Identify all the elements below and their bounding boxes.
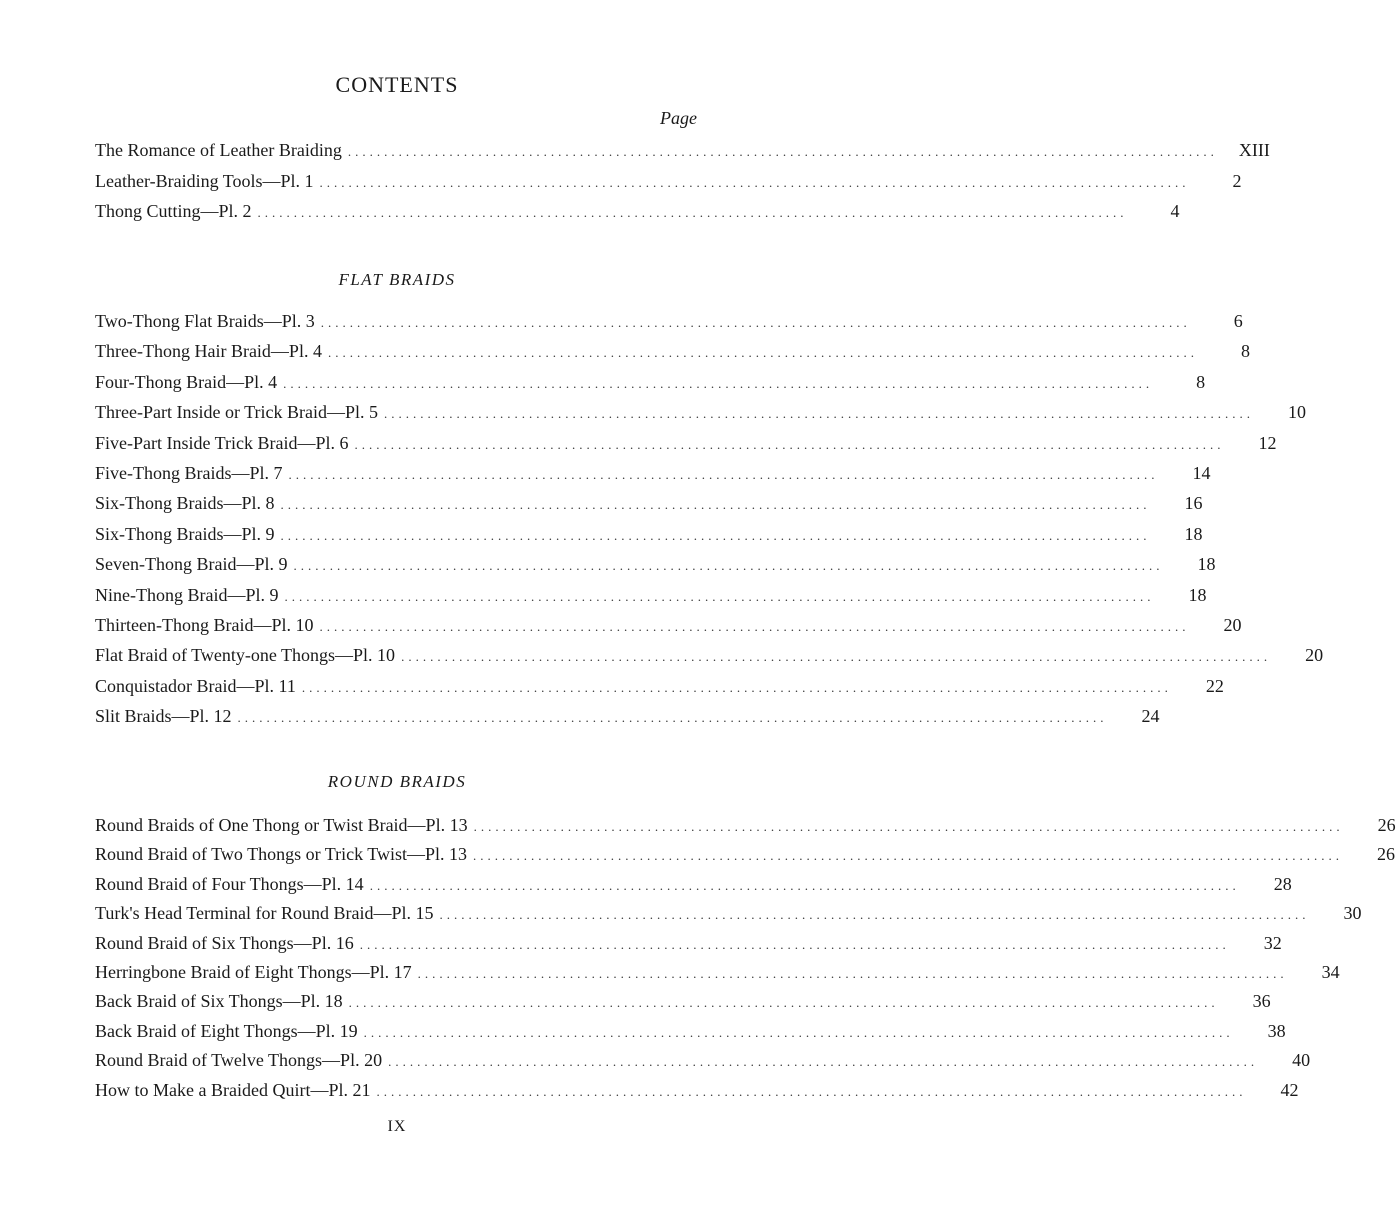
toc-entry-title: Round Braid of Four Thongs—Pl. 14	[95, 873, 364, 894]
toc-entry	[95, 338, 1250, 364]
toc-entry	[95, 642, 1324, 668]
dot-leader: ........................................................................................................................	[319, 174, 1190, 190]
toc-entry-title: Six-Thong Braids—Pl. 8	[95, 493, 275, 514]
toc-entry	[95, 1077, 1299, 1103]
dot-leader: ........................................................................................................................	[327, 345, 1198, 361]
dot-leader: ........................................................................................................................	[319, 619, 1190, 634]
toc-entry-page: 14	[1192, 463, 1211, 483]
dot-leader: ........................................................................................................................	[359, 936, 1230, 952]
toc-entry-title: Three-Part Inside or Trick Braid—Pl. 5	[95, 402, 378, 423]
toc-entry-title: Four-Thong Braid—Pl. 4	[95, 371, 278, 392]
toc-entry-title: Five-Thong Braids—Pl. 7	[95, 463, 283, 483]
toc-entry-page: 8	[1240, 341, 1250, 362]
toc-entry-title: Thong Cutting—Pl. 2	[95, 201, 252, 221]
toc-entry-title: The Romance of Leather Braiding	[95, 140, 342, 160]
toc-entry-title: Two-Thong Flat Braids—Pl. 3	[95, 311, 315, 331]
toc-entry-page: 18	[1197, 554, 1216, 575]
toc-entry-page: 12	[1258, 432, 1277, 453]
toc-entry	[95, 841, 1396, 867]
toc-entry-page: 22	[1205, 675, 1224, 696]
toc-entry-title: Nine-Thong Braid—Pl. 9	[95, 584, 279, 605]
toc-entry	[95, 582, 1207, 608]
dot-leader: ........................................................................................................................	[280, 527, 1151, 543]
toc-entry	[95, 812, 1396, 838]
toc-entry-title: Round Braid of Six Thongs—Pl. 16	[95, 932, 354, 953]
toc-entry-page: 28	[1273, 873, 1292, 894]
toc-entry	[95, 703, 1160, 729]
page-title: CONTENTS	[335, 72, 459, 97]
dot-leader: ........................................................................................................................	[388, 1054, 1259, 1070]
toc-entry	[95, 399, 1306, 425]
toc-entry-title: Back Braid of Eight Thongs—Pl. 19	[95, 1020, 358, 1041]
toc-entry	[95, 551, 1216, 577]
toc-entry	[95, 521, 1203, 547]
toc-entry-title: Five-Part Inside Trick Braid—Pl. 6	[95, 432, 349, 453]
toc-entry	[95, 1047, 1311, 1073]
toc-entry-title: Turk's Head Terminal for Round Braid—Pl. 15	[95, 903, 434, 924]
dot-leader: ........................................................................................................................	[439, 907, 1310, 923]
toc-entry-page: 20	[1305, 645, 1324, 666]
toc-entry-page: 40	[1292, 1050, 1311, 1071]
toc-entry	[95, 168, 1242, 194]
toc-entry-page: 26	[1377, 815, 1396, 835]
toc-entry	[95, 1018, 1286, 1044]
toc-entry	[95, 490, 1203, 516]
toc-entry-page: 32	[1263, 932, 1282, 953]
toc-entry-page: 16	[1184, 493, 1203, 514]
toc-entry-page: 8	[1196, 371, 1206, 392]
toc-entry-page: 36	[1252, 991, 1271, 1012]
toc-entry-title: Three-Thong Hair Braid—Pl. 4	[95, 341, 322, 362]
toc-entry-page: 4	[1170, 201, 1180, 221]
dot-leader: ........................................................................................................................	[288, 467, 1159, 482]
dot-leader: ........................................................................................................................	[293, 558, 1164, 574]
toc-entry-page: 34	[1321, 962, 1340, 982]
toc-entry-page: XIII	[1238, 140, 1270, 160]
toc-entry	[95, 930, 1282, 956]
toc-entry	[95, 198, 1180, 224]
toc-entry-page: 6	[1233, 311, 1243, 331]
toc-entry	[95, 430, 1277, 456]
toc-entry-page: 20	[1223, 615, 1242, 635]
toc-entry-title: Round Braid of Two Thongs or Trick Twist—Pl. 13	[95, 844, 468, 865]
page-column-label: Page	[660, 108, 697, 128]
toc-entry	[95, 673, 1224, 699]
toc-entry-title: Back Braid of Six Thongs—Pl. 18	[95, 991, 343, 1012]
toc-entry-title: Seven-Thong Braid—Pl. 9	[95, 554, 288, 575]
dot-leader: ........................................................................................................................	[369, 877, 1240, 893]
toc-entry-title: Slit Braids—Pl. 12	[95, 706, 232, 727]
dot-leader: ........................................................................................................................	[376, 1083, 1247, 1099]
toc-entry-title: Six-Thong Braids—Pl. 9	[95, 523, 275, 544]
toc-entry	[95, 460, 1211, 486]
toc-entry-page: 30	[1343, 903, 1362, 924]
toc-entry	[95, 137, 1270, 163]
dot-leader: ........................................................................................................................	[363, 1024, 1234, 1040]
toc-entry-title: Flat Braid of Twenty-one Thongs—Pl. 10	[95, 645, 396, 666]
dot-leader: ........................................................................................................................	[284, 588, 1155, 604]
toc-entry-page: 10	[1287, 402, 1306, 423]
toc-entry-page: 38	[1267, 1020, 1286, 1041]
toc-entry-title: How to Make a Braided Quirt—Pl. 21	[95, 1079, 371, 1100]
toc-entry-page: 2	[1232, 170, 1242, 191]
dot-leader: ........................................................................................................................	[354, 436, 1225, 452]
section-heading-round-braids: ROUND BRAIDS	[327, 772, 467, 791]
toc-entry	[95, 959, 1340, 985]
toc-entry-title: Thirteen-Thong Braid—Pl. 10	[95, 615, 314, 635]
dot-leader: ........................................................................................................................	[473, 819, 1344, 834]
toc-entry	[95, 369, 1206, 395]
dot-leader: ........................................................................................................................	[383, 406, 1254, 422]
toc-entry	[95, 988, 1271, 1014]
toc-entry	[95, 308, 1243, 334]
toc-entry	[95, 871, 1292, 897]
toc-entry	[95, 612, 1242, 638]
dot-leader: ........................................................................................................................	[301, 679, 1172, 695]
toc-entry-title: Round Braids of One Thong or Twist Braid—Pl. 13	[95, 815, 468, 835]
toc-entry	[95, 900, 1362, 926]
toc-entry-page: 24	[1141, 706, 1160, 727]
dot-leader: ........................................................................................................................	[280, 497, 1151, 513]
dot-leader: ........................................................................................................................	[473, 848, 1344, 864]
toc-entry-title: Conquistador Braid—Pl. 11	[95, 675, 296, 696]
section-heading-flat-braids: FLAT BRAIDS	[338, 270, 456, 289]
dot-leader: ........................................................................................................................	[401, 649, 1272, 665]
toc-entry-title: Herringbone Braid of Eight Thongs—Pl. 17	[95, 962, 412, 982]
dot-leader: ........................................................................................................................	[417, 966, 1288, 981]
dot-leader: ........................................................................................................................	[237, 710, 1108, 726]
dot-leader: ........................................................................................................................	[347, 144, 1218, 159]
toc-entry-title: Leather-Braiding Tools—Pl. 1	[95, 170, 314, 191]
toc-entry-page: 26	[1377, 844, 1396, 865]
toc-entry-page: 42	[1280, 1079, 1299, 1100]
dot-leader: ........................................................................................................................	[283, 375, 1154, 391]
page-folio: IX	[387, 1118, 407, 1135]
dot-leader: ........................................................................................................................	[320, 315, 1191, 330]
toc-entry-title: Round Braid of Twelve Thongs—Pl. 20	[95, 1050, 383, 1071]
dot-leader: ........................................................................................................................	[348, 995, 1219, 1011]
dot-leader: ........................................................................................................................	[257, 205, 1128, 220]
toc-entry-page: 18	[1188, 584, 1207, 605]
toc-entry-page: 18	[1184, 523, 1203, 544]
